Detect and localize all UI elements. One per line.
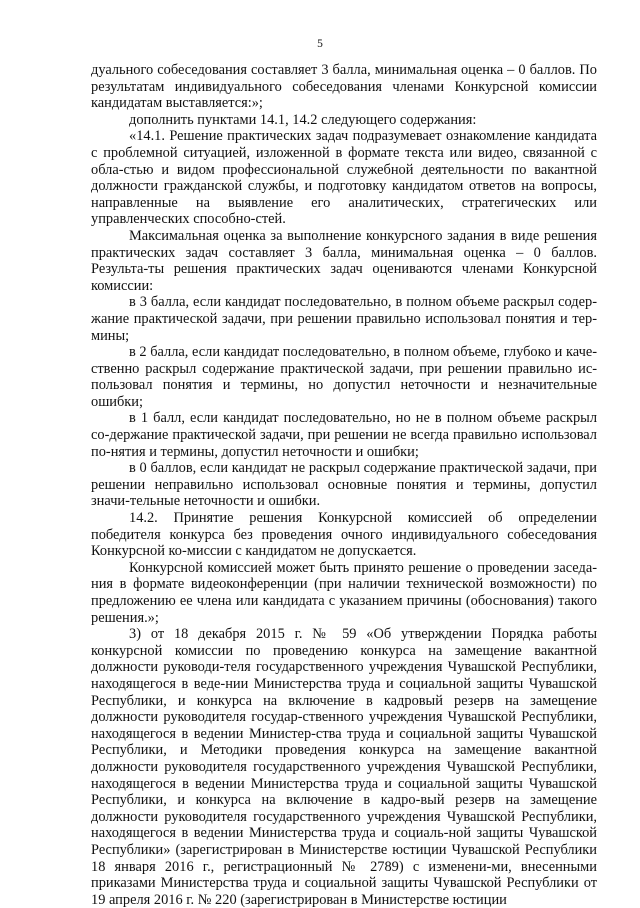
paragraph-14-2: 14.2. Принятие решения Конкурсной комиссией об определении победителя конкурса без проведения очного индивидуального собеседования Конкурсной ко-миссии с кандидатом не допускается. (91, 510, 597, 560)
paragraph-14-1: «14.1. Решение практических задач подразумевает ознакомление кандидата с проблемной ситуацией, изложенной в формате текста или видео, связанной с обла-стью и видом профессиональной служебной деятельности по вакантной должности гражданской службы, и подготовку кандидатом ответов на вопросы, направленные на выявление его аналитических, стратегических или управленческих способно-стей. (91, 128, 597, 228)
paragraph-order-59: 3) от 18 декабря 2015 г. № 59 «Об утверждении Порядка работы конкурсной комиссии по проведению конкурса на замещение вакантной должности руководи-теля государственного учреждения Чувашской Республики, находящегося в веде-нии Министерства труда и социальной защиты Чувашской Республики, и конкурса на включение в кадровый резерв на замещение должности руководителя государ-ственного учреждения Чувашской Республики, находящегося в ведении Министер-ства труда и социальной защиты Чувашской Республики, и Методики проведения конкурса на замещение вакантной должности руководителя государственного учреждения Чувашской Республики, находящегося в ведении Министерства труда и социальной защиты Чувашской Республики, и конкурса на включение в кадро-вый резерв на замещение должности руководителя государственного учреждения Чувашской Республики, находящегося в ведении Министерства труда и социаль-ной защиты Чувашской Республики» (зарегистрирован в Министерстве юстиции Чувашской Республики 18 января 2016 г., регистрационный № 2789) с изменени-ми, внесенными приказами Министерства труда и социальной защиты Чувашской Республики от 19 апреля 2016 г. № 220 (зарегистрирован в Министерстве юстиции (91, 626, 597, 908)
page-number: 5 (317, 38, 323, 50)
paragraph-score-1: в 1 балл, если кандидат последовательно, но не в полном объеме раскрыл со-держание практической задачи, при решении не всегда правильно использовал по-нятия и термины, допустил неточности и ошибки; (91, 410, 597, 460)
paragraph-score-2: в 2 балла, если кандидат последовательно, в полном объеме, глубоко и каче-ственно раскрыл содержание практической задачи, при решении правильно ис-пользовал понятия и термины, но допустил неточности и незначительные ошибки; (91, 344, 597, 410)
paragraph-score-0: в 0 баллов, если кандидат не раскрыл содержание практической задачи, при решении неправильно использовал основные понятия и термины, допустил значи-тельные неточности и ошибки. (91, 460, 597, 510)
paragraph-continuation: дуального собеседования составляет 3 балла, минимальная оценка – 0 баллов. По результатам индивидуального собеседования членами Конкурсной комиссии кандидатам выставляется:»; (91, 62, 597, 112)
paragraph-amendment-intro: дополнить пунктами 14.1, 14.2 следующего содержания: (129, 111, 477, 128)
paragraph-videoconference: Конкурсной комиссией может быть принято решение о проведении заседа-ния в формате видеоконференции (при наличии технической возможности) по предложению ее члена или кандидата с указанием причины (обоснования) такого решения.»; (91, 559, 597, 626)
paragraph-score-3: в 3 балла, если кандидат последовательно, в полном объеме раскрыл содер-жание практической задачи, при решении правильно использовал понятия и тер-мины; (91, 294, 597, 344)
paragraph-max-score: Максимальная оценка за выполнение конкурсного задания в виде решения практических задач составляет 3 балла, минимальная оценка – 0 баллов. Результа-ты решения практических задач оцениваются членами Конкурсной комиссии: (91, 227, 597, 294)
document-body (91, 62, 597, 908)
